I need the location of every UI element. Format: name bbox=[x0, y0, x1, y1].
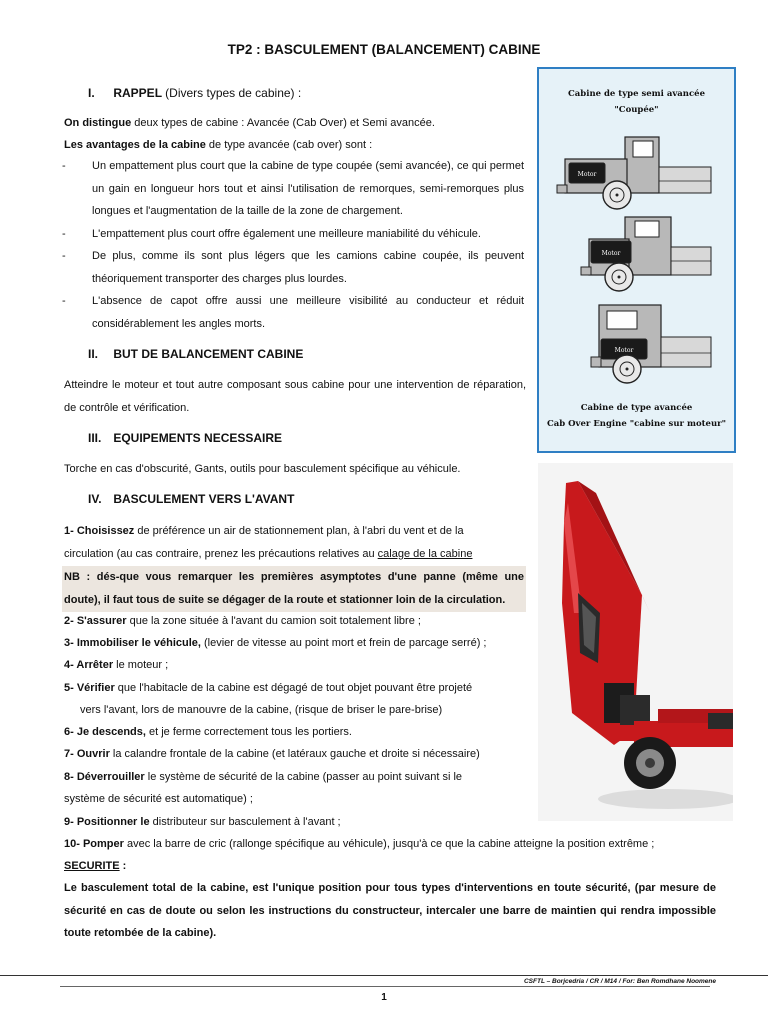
truck-intermediate-icon bbox=[581, 217, 711, 291]
step-3-bold: 3- Immobiliser le véhicule, bbox=[64, 637, 201, 649]
page-number: 1 bbox=[381, 992, 387, 1003]
step-1 bbox=[64, 520, 464, 543]
calage-link[interactable]: calage de la cabine bbox=[377, 548, 473, 560]
section-3-text: Torche en cas d'obscurité, Gants, outils pour basculement spécifique au véhicule. bbox=[64, 463, 461, 475]
section-1-intro-line-1 bbox=[64, 112, 435, 135]
step-4-text: le moteur ; bbox=[113, 659, 169, 671]
step-2-bold: 2- S'assurer bbox=[64, 615, 127, 627]
footer-credit: CSFTL – Borjcedria / CR / M14 / For: Ben Romdhane Noomene bbox=[523, 978, 716, 985]
section-2-heading bbox=[88, 347, 303, 361]
caption-semi-avancee: Cabine de type semi avancée bbox=[568, 89, 705, 99]
step-10 bbox=[64, 833, 724, 856]
section-2-text: Atteindre le moteur et tout autre composant sous cabine pour une intervention de réparation, de contrôle et vérification. bbox=[64, 379, 526, 414]
caption-cab-over-engine: Cab Over Engine "cabine sur moteur" bbox=[546, 419, 727, 429]
nb-line-2 bbox=[62, 589, 526, 612]
list-item bbox=[62, 155, 524, 223]
bullet-dash: - bbox=[62, 160, 66, 172]
list-item bbox=[62, 245, 524, 290]
step-8-bold: 8- Déverrouiller bbox=[64, 771, 145, 783]
cabin-types-figure bbox=[537, 67, 736, 453]
intro-1-bold: On distingue bbox=[64, 117, 132, 129]
security-heading bbox=[64, 855, 126, 878]
step-5 bbox=[64, 677, 472, 700]
footer-divider bbox=[0, 975, 768, 976]
list-item bbox=[62, 223, 524, 246]
caption-coupee: "Coupée" bbox=[614, 105, 659, 115]
section-4-heading bbox=[88, 492, 294, 506]
motor-label-1: Motor bbox=[577, 171, 597, 178]
section-1-intro-line-2 bbox=[64, 134, 372, 157]
page-title: TP2 : BASCULEMENT (BALANCEMENT) CABINE bbox=[227, 42, 541, 57]
section-3-number: III. bbox=[88, 431, 102, 445]
step-7-bold: 7- Ouvrir bbox=[64, 748, 110, 760]
list-item-text: De plus, comme ils sont plus légers que les camions cabine coupée, ils peuvent théoriquement transporter des charges plus lourdes. bbox=[92, 250, 524, 285]
section-4-number: IV. bbox=[88, 492, 102, 506]
section-2-title: BUT DE BALANCEMENT CABINE bbox=[113, 347, 304, 361]
step-3-text: (levier de vitesse au point mort et frein de parcage serré) ; bbox=[200, 637, 487, 649]
section-3-heading bbox=[88, 431, 282, 445]
step-10-text: avec la barre de cric (rallonge spécifique au véhicule), jusqu'à ce que la cabine atteigne la position extrême ; bbox=[123, 838, 655, 850]
step-5-line-2: vers l'avant, lors de manouvre de la cabine, (risque de briser le pare-brise) bbox=[80, 704, 443, 716]
step-7-text: la calandre frontale de la cabine (et latéraux gauche et droite si nécessaire) bbox=[109, 748, 480, 760]
security-text: Le basculement total de la cabine, est l'unique position pour tous types d'interventions en toute sécurité, (par mesure de sécurité en cas de doute ou selon les instructions du constructeur, intercaler une barre de maintien qui rendra impossible toute retombée de la cabine). bbox=[64, 882, 716, 939]
nb-line-2-text: doute), il faut tous de suite se dégager de la route et stationner loin de la circulation. bbox=[64, 593, 506, 606]
bullet-dash: - bbox=[62, 250, 66, 262]
list-item bbox=[62, 290, 524, 335]
nb-note bbox=[62, 566, 526, 612]
bullet-dash: - bbox=[62, 295, 66, 307]
red-truck-tilted-cab-image bbox=[538, 463, 733, 821]
step-4 bbox=[64, 654, 168, 677]
section-1-title: RAPPEL bbox=[113, 86, 162, 100]
step-9-bold: 9- Positionner le bbox=[64, 816, 150, 828]
security-label: SECURITE bbox=[64, 860, 120, 872]
security-colon: : bbox=[119, 860, 127, 872]
intro-2-text: de type avancée (cab over) sont : bbox=[205, 139, 373, 151]
step-2-text: que la zone située à l'avant du camion soit totalement libre ; bbox=[126, 615, 421, 627]
list-item-text: Un empattement plus court que la cabine de type coupée (semi avancée), ce qui permet un gain en longueur hors tout et ainsi l'utilisation de remorques, semi-remorques plus longues et l'augmentation de la taille de la zone de chargement. bbox=[92, 160, 524, 217]
section-1-heading bbox=[88, 86, 301, 100]
section-2-number: II. bbox=[88, 347, 99, 361]
nb-line-1-text: NB : dés-que vous remarquer les premières asymptotes d'une panne (même une bbox=[64, 571, 524, 583]
truck-semi-avancee-icon bbox=[557, 137, 711, 209]
motor-label-3: Motor bbox=[614, 347, 634, 354]
step-8-line-2: système de sécurité est automatique) ; bbox=[64, 793, 253, 805]
step-5-bold: 5- Vérifier bbox=[64, 682, 115, 694]
step-1-text: de préférence un air de stationnement plan, à l'abri du vent et de la bbox=[134, 525, 464, 537]
section-1-subtitle: (Divers types de cabine) : bbox=[165, 86, 302, 100]
step-6-bold: 6- Je descends, bbox=[64, 726, 146, 738]
step-2 bbox=[64, 610, 421, 633]
step-8 bbox=[64, 766, 462, 789]
step-9-text: distributeur sur basculement à l'avant ; bbox=[149, 816, 341, 828]
step-7 bbox=[64, 743, 480, 766]
intro-1-text: deux types de cabine : Avancée (Cab Over) et Semi avancée. bbox=[131, 117, 435, 129]
truck-cab-over-icon bbox=[591, 305, 711, 383]
step-9 bbox=[64, 811, 341, 834]
advantages-list bbox=[62, 155, 524, 335]
intro-2-bold: Les avantages de la cabine bbox=[64, 139, 206, 151]
step-8-text: le système de sécurité de la cabine (passer au point suivant si le bbox=[144, 771, 463, 783]
step-6 bbox=[64, 721, 352, 744]
nb-line-1 bbox=[62, 566, 526, 589]
list-item-text: L'absence de capot offre aussi une meilleure visibilité au conducteur et réduit considérablement les angles morts. bbox=[92, 295, 524, 330]
caption-avancee: Cabine de type avancée bbox=[580, 403, 693, 413]
step-6-text: et je ferme correctement tous les portiers. bbox=[145, 726, 352, 738]
step-5-text: que l'habitacle de la cabine est dégagé de tout objet pouvant être projeté bbox=[114, 682, 473, 694]
section-3-title: EQUIPEMENTS NECESSAIRE bbox=[113, 431, 283, 445]
bullet-dash: - bbox=[62, 227, 66, 240]
step-1-bold: 1- Choisissez bbox=[64, 525, 135, 537]
step-3 bbox=[64, 632, 486, 655]
section-4-title: BASCULEMENT VERS L'AVANT bbox=[113, 492, 295, 506]
truck-diagrams bbox=[539, 129, 734, 429]
step-1-line-2 bbox=[64, 543, 472, 566]
step-10-bold: 10- Pomper bbox=[64, 838, 124, 850]
motor-label-2: Motor bbox=[601, 250, 621, 257]
step-1-line-2-text: circulation (au cas contraire, prenez les précautions relatives au bbox=[64, 548, 378, 560]
tilted-cab-photo bbox=[538, 463, 733, 821]
step-4-bold: 4- Arrêter bbox=[64, 659, 114, 671]
list-item-text: L'empattement plus court offre également une meilleure maniabilité du véhicule. bbox=[92, 227, 481, 240]
section-1-number: I. bbox=[88, 86, 95, 100]
footer-divider-2 bbox=[60, 986, 710, 987]
